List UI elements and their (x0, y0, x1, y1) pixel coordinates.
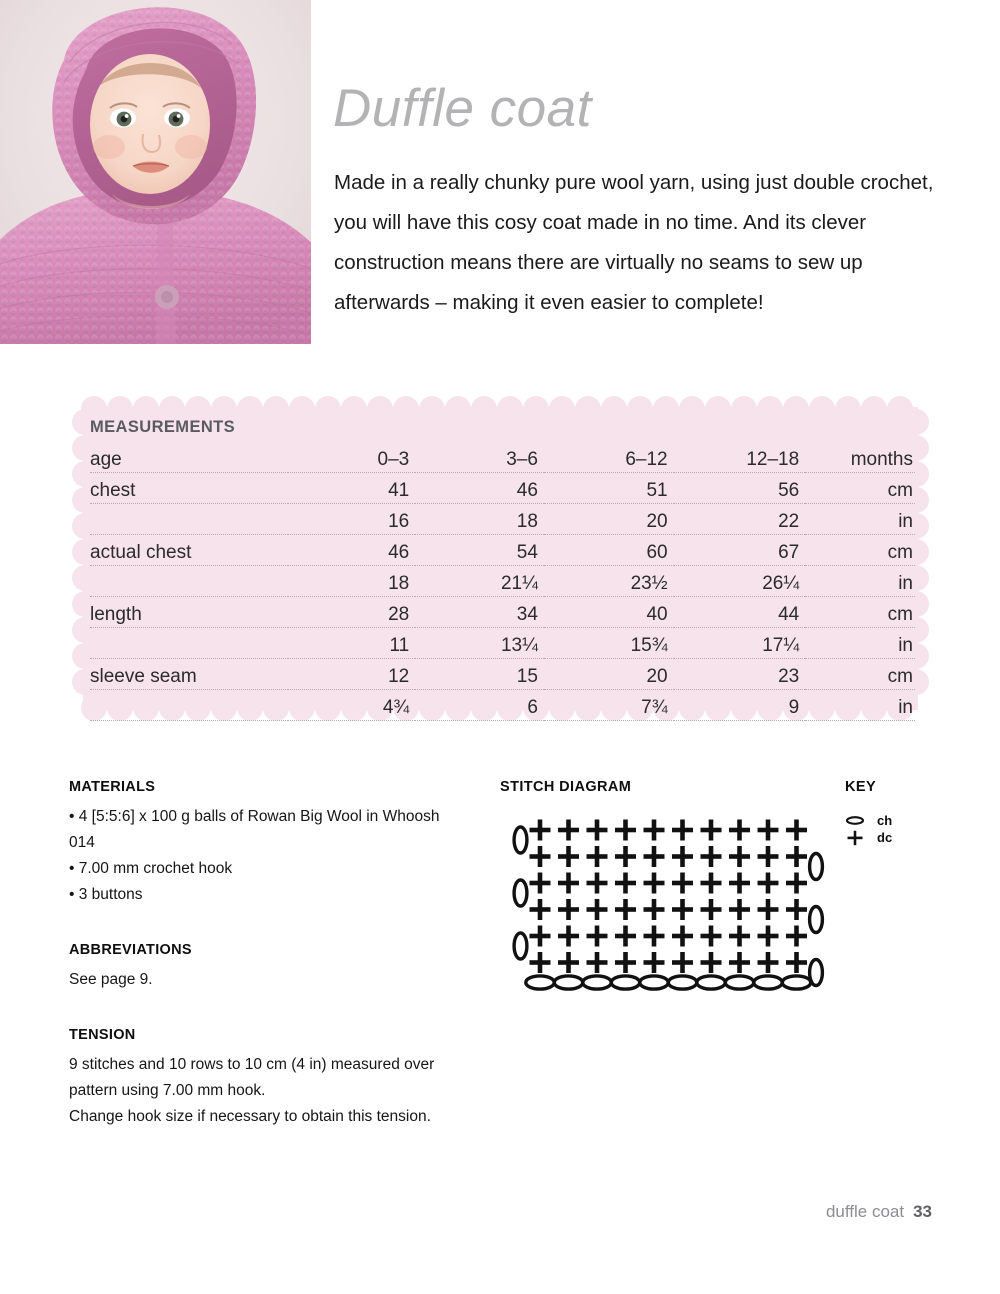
table-row (90, 690, 915, 721)
dc-plus-icon (672, 899, 693, 920)
row-value: 21¼ (415, 566, 544, 597)
row-label (90, 628, 288, 659)
dc-plus-icon (530, 820, 551, 841)
row-value: 15¾ (544, 628, 674, 659)
intro-paragraph: Made in a really chunky pure wool yarn, using just double crochet, you will have this cosy coat made in no time. And its clever construction means there are virtually no seams to sew up afterwards – making it even easier to complete! (334, 171, 934, 314)
ch-oval-icon (514, 827, 527, 853)
ch-oval-icon (697, 976, 725, 989)
row-label (90, 566, 288, 597)
dc-plus-icon (530, 899, 551, 920)
dc-plus-icon (758, 952, 779, 973)
ch-oval-icon (668, 976, 696, 989)
row-value: 17¼ (674, 628, 806, 659)
hero-photo (0, 0, 311, 344)
row-value: 56 (674, 473, 806, 504)
row-value: 60 (544, 535, 674, 566)
ch-oval-icon (514, 880, 527, 906)
tension-heading: TENSION (69, 1027, 136, 1043)
ch-oval-icon (810, 907, 823, 933)
key-label: ch (877, 813, 893, 828)
dc-plus-icon (786, 873, 807, 894)
dc-plus-icon (701, 952, 722, 973)
row-value: 67 (674, 535, 806, 566)
row-unit: cm (805, 659, 915, 690)
dc-plus-icon (558, 926, 579, 947)
dc-plus-icon (672, 926, 693, 947)
row-value: 12–18 (674, 442, 806, 473)
dc-plus-icon (729, 820, 750, 841)
table-row (90, 473, 915, 504)
stitch-diagram-section (500, 779, 850, 1013)
row-value: 15 (415, 659, 544, 690)
dc-plus-icon (786, 820, 807, 841)
dc-plus-icon (758, 926, 779, 947)
ch-oval-icon (845, 814, 877, 827)
dc-plus-icon (758, 820, 779, 841)
ch-oval-icon (526, 976, 554, 989)
dc-plus-icon (615, 926, 636, 947)
dc-plus-icon (644, 899, 665, 920)
dc-plus-icon (729, 926, 750, 947)
row-unit: months (805, 442, 915, 473)
dc-plus-icon (786, 899, 807, 920)
dc-plus-icon (701, 899, 722, 920)
row-unit: in (805, 628, 915, 659)
page-footer (826, 1202, 932, 1222)
row-label: actual chest (90, 535, 288, 566)
dc-plus-icon (530, 846, 551, 867)
key-heading: KEY (845, 779, 877, 795)
dc-plus-icon (615, 899, 636, 920)
dc-plus-icon (644, 820, 665, 841)
dc-plus-icon (587, 846, 608, 867)
ch-oval-icon (611, 976, 639, 989)
dc-plus-icon (758, 846, 779, 867)
row-label (90, 690, 288, 721)
row-value: 22 (674, 504, 806, 535)
dc-plus-icon (530, 926, 551, 947)
row-value: 20 (544, 659, 674, 690)
table-row (90, 535, 915, 566)
ch-oval-icon (754, 976, 782, 989)
abbreviations-text: See page 9. (69, 971, 153, 988)
row-value: 40 (544, 597, 674, 628)
abbreviations-heading: ABBREVIATIONS (69, 942, 192, 958)
measurements-table (90, 442, 915, 721)
row-value: 6–12 (544, 442, 674, 473)
row-value: 11 (288, 628, 416, 659)
dc-plus-icon (644, 926, 665, 947)
dc-plus-icon (644, 873, 665, 894)
dc-plus-icon (587, 820, 608, 841)
stitch-diagram-heading: STITCH DIAGRAM (500, 779, 632, 795)
row-value: 20 (544, 504, 674, 535)
dc-plus-icon (758, 873, 779, 894)
row-label (90, 504, 288, 535)
page-title: Duffle coat (333, 79, 592, 138)
row-label: length (90, 597, 288, 628)
dc-plus-icon (587, 926, 608, 947)
row-value: 3–6 (415, 442, 544, 473)
ch-oval-icon (725, 976, 753, 989)
dc-plus-icon (701, 926, 722, 947)
measurements-heading: MEASUREMENTS (90, 418, 236, 436)
row-value: 18 (288, 566, 416, 597)
row-value: 26¼ (674, 566, 806, 597)
row-unit: in (805, 566, 915, 597)
row-unit: in (805, 690, 915, 721)
dc-plus-icon (729, 952, 750, 973)
row-value: 44 (674, 597, 806, 628)
dc-plus-icon (558, 820, 579, 841)
dc-plus-icon (672, 873, 693, 894)
ch-oval-icon (554, 976, 582, 989)
row-unit: in (805, 504, 915, 535)
materials-item: • 4 [5:5:6] x 100 g balls of Rowan Big Wool in Whoosh 014 (69, 808, 440, 851)
dc-plus-icon (701, 873, 722, 894)
dc-plus-icon (729, 846, 750, 867)
row-value: 18 (415, 504, 544, 535)
dc-plus-icon (701, 820, 722, 841)
dc-plus-icon (615, 952, 636, 973)
table-row (90, 628, 915, 659)
row-label: sleeve seam (90, 659, 288, 690)
row-label: age (90, 442, 288, 473)
ch-oval-icon (583, 976, 611, 989)
dc-plus-icon (615, 846, 636, 867)
materials-item: • 7.00 mm crochet hook (69, 860, 233, 877)
row-value: 46 (415, 473, 544, 504)
row-value: 28 (288, 597, 416, 628)
row-value: 54 (415, 535, 544, 566)
dc-plus-icon (786, 846, 807, 867)
dc-plus-icon (644, 952, 665, 973)
tension-line: pattern using 7.00 mm hook. (69, 1082, 266, 1099)
row-value: 46 (288, 535, 416, 566)
ch-oval-icon (810, 854, 823, 880)
dc-plus-icon (786, 952, 807, 973)
key-entry-dc (845, 829, 892, 846)
row-value: 23 (674, 659, 806, 690)
row-unit: cm (805, 535, 915, 566)
dc-plus-icon (672, 820, 693, 841)
key-label: dc (877, 830, 893, 845)
measurements-panel (72, 396, 929, 721)
row-value: 0–3 (288, 442, 416, 473)
row-value: 51 (544, 473, 674, 504)
dc-plus-icon (558, 952, 579, 973)
footer-label: duffle coat (825, 1202, 905, 1221)
dc-plus-icon (729, 899, 750, 920)
dc-plus-icon (530, 873, 551, 894)
row-value: 12 (288, 659, 416, 690)
page-number: 33 (913, 1202, 932, 1221)
pattern-info-column (69, 779, 469, 1130)
stitch-diagram-chart (500, 813, 850, 1013)
row-value: 4¾ (288, 690, 416, 721)
key-entry-ch (845, 812, 892, 829)
row-value: 16 (288, 504, 416, 535)
dc-plus-icon (758, 899, 779, 920)
dc-plus-icon (587, 899, 608, 920)
row-value: 6 (415, 690, 544, 721)
key-section (845, 779, 892, 846)
materials-heading: MATERIALS (69, 779, 156, 795)
row-unit: cm (805, 597, 915, 628)
dc-plus-icon (729, 873, 750, 894)
ch-oval-icon (514, 933, 527, 959)
ch-oval-icon (782, 976, 810, 989)
table-row (90, 504, 915, 535)
dc-plus-icon (786, 926, 807, 947)
dc-plus-icon (672, 846, 693, 867)
dc-plus-icon (530, 952, 551, 973)
table-row (90, 566, 915, 597)
row-value: 34 (415, 597, 544, 628)
row-value: 41 (288, 473, 416, 504)
row-label: chest (90, 473, 288, 504)
tension-line: Change hook size if necessary to obtain this tension. (69, 1108, 431, 1125)
dc-plus-icon (672, 952, 693, 973)
ch-oval-icon (640, 976, 668, 989)
table-row (90, 659, 915, 690)
row-value: 13¼ (415, 628, 544, 659)
dc-plus-icon (701, 846, 722, 867)
row-value: 23½ (544, 566, 674, 597)
dc-plus-icon (558, 899, 579, 920)
dc-plus-icon (615, 873, 636, 894)
dc-plus-icon (558, 846, 579, 867)
row-value: 9 (674, 690, 806, 721)
row-unit: cm (805, 473, 915, 504)
tension-line: 9 stitches and 10 rows to 10 cm (4 in) measured over (69, 1056, 435, 1073)
row-value: 7¾ (544, 690, 674, 721)
dc-plus-icon (558, 873, 579, 894)
dc-plus-icon (587, 952, 608, 973)
materials-item: • 3 buttons (69, 886, 143, 903)
dc-plus-icon (615, 820, 636, 841)
table-row (90, 442, 915, 473)
dc-plus-icon (644, 846, 665, 867)
table-row (90, 597, 915, 628)
dc-plus-icon (845, 830, 877, 846)
dc-plus-icon (587, 873, 608, 894)
